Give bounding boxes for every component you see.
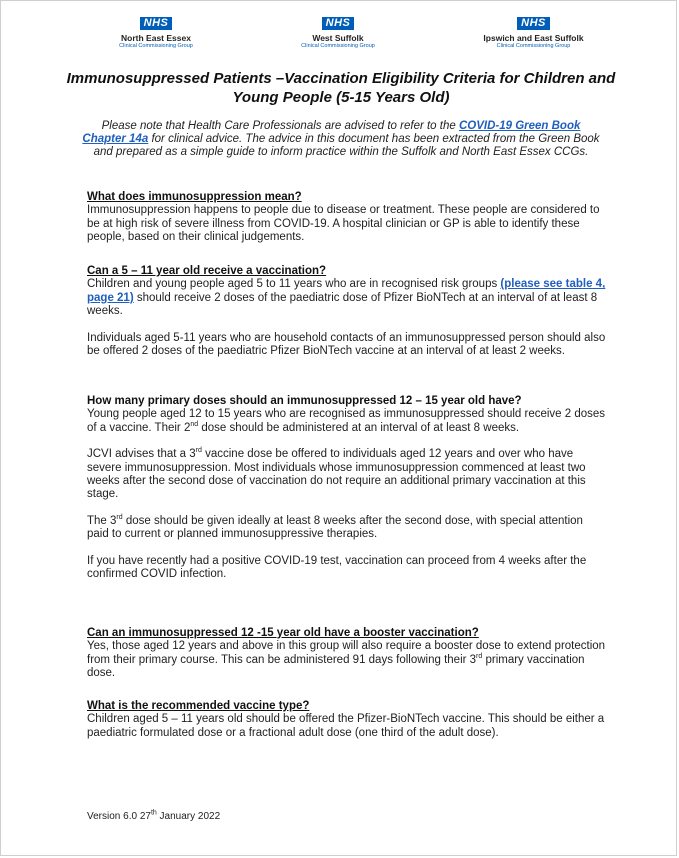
intro-text: Please note that Health Care Professionals are advised to refer to the <box>101 120 459 132</box>
section-5-11-vaccination <box>87 265 607 358</box>
logo-subtitle: Clinical Commissioning Group <box>496 43 571 49</box>
logo-subtitle: Clinical Commissioning Group <box>301 43 375 49</box>
superscript: nd <box>190 420 199 428</box>
paragraph-text: Children and young people aged 5 to 11 years who are in recognised risk groups <box>87 278 501 291</box>
paragraph-text: dose should be given ideally at least 8 weeks after the second dose, with special attention paid to current or planned immunosuppressive therapies. <box>87 514 583 541</box>
section-body: Immunosuppression happens to people due to disease or treatment. These people are considered to be at high risk of severe illness from COVID-19. A hospital clinician or GP is able to identify these people, based on their clinical judgements. <box>87 204 600 244</box>
section-heading: Can an immunosuppressed 12 -15 year old have a booster vaccination? <box>87 627 479 639</box>
section-heading: What is the recommended vaccine type? <box>87 700 310 712</box>
logo-ipswich-east-suffolk <box>471 13 596 50</box>
footer-text: January 2022 <box>156 811 221 822</box>
paragraph-text: Young people aged 12 to 15 years who are recognised as immunosuppressed should receive 2 doses of a vaccine. Their 2 <box>87 408 606 434</box>
logo-name: Ipswich and East Suffolk <box>483 33 584 43</box>
section-paragraph: If you have recently had a positive COVID-19 test, vaccination can proceed from 4 weeks after the confirmed COVID infection. <box>87 554 587 581</box>
nhs-logo-icon: NHS <box>140 17 173 30</box>
section-what-is-immunosuppression <box>87 191 607 245</box>
section-paragraph <box>87 640 607 680</box>
section-vaccine-type <box>87 700 607 740</box>
section-body: Children aged 5 – 11 years old should be offered the Pfizer-BioNTech vaccine. This should be either a paediatric formulated dose or a fractional adult dose (one third of the adult dose). <box>87 713 605 739</box>
document-title: Immunosuppressed Patients –Vaccination Eligibility Criteria for Children and Young People (5-15 Years Old) <box>66 70 616 106</box>
section-paragraph <box>87 278 607 318</box>
paragraph-text: Yes, those aged 12 years and above in this group will also require a booster dose to extend protection from their primary course. This can be administered 91 days following their 3 <box>87 640 606 666</box>
header-logos <box>1 13 676 53</box>
nhs-logo-icon: NHS <box>322 17 355 30</box>
section-paragraph <box>87 515 607 542</box>
paragraph-text: dose should be administered at an interval of at least 8 weeks. <box>198 421 520 434</box>
paragraph-text: vaccine dose be offered to individuals aged 12 years and over who have severe immunosuppression. Most individuals whose immunosuppression commenced at least two weeks after the second dose of vaccination do not require an additional primary vaccination at this stage. <box>87 448 586 501</box>
superscript: rd <box>195 447 202 455</box>
green-book-link[interactable]: COVID-19 Green Book Chapter 14a <box>82 120 581 146</box>
logo-subtitle: Clinical Commissioning Group <box>119 43 193 49</box>
footer-text: Version 6.0 27 <box>87 811 151 822</box>
section-heading: How many primary doses should an immunosuppressed 12 – 15 year old have? <box>87 395 522 407</box>
section-12-15-primary-doses <box>87 395 607 581</box>
superscript: rd <box>476 652 483 660</box>
paragraph-text: JCVI advises that a 3 <box>87 448 196 461</box>
logo-name: West Suffolk <box>312 33 364 43</box>
section-heading: What does immunosuppression mean? <box>87 191 302 203</box>
section-paragraph <box>87 408 607 435</box>
logo-north-east-essex <box>106 13 206 50</box>
section-paragraph <box>87 448 607 502</box>
intro-note <box>81 120 601 160</box>
paragraph-text: should receive 2 doses of the paediatric dose of Pfizer BioNTech at an interval of at least 8 weeks. <box>87 291 598 318</box>
paragraph-text: primary vaccination dose. <box>87 653 585 680</box>
superscript: th <box>150 809 157 817</box>
logo-name: North East Essex <box>121 33 191 43</box>
nhs-logo-icon: NHS <box>517 17 550 30</box>
logo-west-suffolk <box>288 13 388 50</box>
section-paragraph: Individuals aged 5-11 years who are household contacts of an immunosuppressed person should also be offered 2 doses of the paediatric Pfizer BioNTech vaccine at an interval of at least 2 weeks. <box>87 331 606 358</box>
paragraph-text: The 3 <box>87 514 117 527</box>
version-footer <box>87 811 220 822</box>
intro-text: for clinical advice. The advice in this document has been extracted from the Green Book and prepared as a simple guide to inform practice within the Suffolk and North East Essex CCGs. <box>93 133 600 159</box>
table-4-link[interactable]: (please see table 4, page 21) <box>87 278 606 304</box>
section-booster <box>87 627 607 681</box>
superscript: rd <box>116 514 123 522</box>
section-heading: Can a 5 – 11 year old receive a vaccination? <box>87 265 327 277</box>
